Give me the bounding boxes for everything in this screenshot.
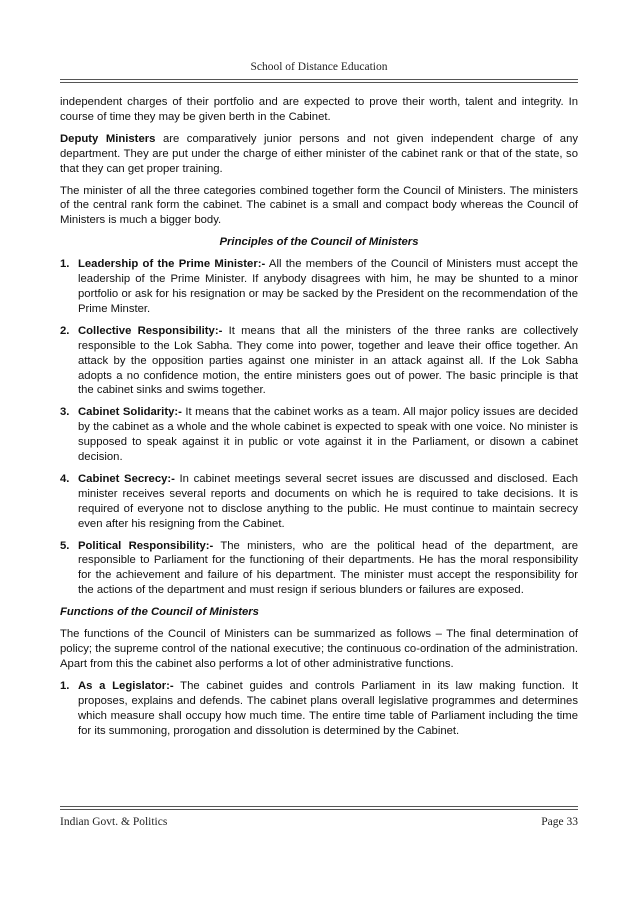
item-number: 5. — [60, 539, 70, 552]
footer-rule — [60, 806, 578, 807]
item-text: It means that all the ministers of the three ranks are collectively responsible to the Lok Sabha. They come into power, together and leave their office together. An attack by the opposition parties against one minister in an attack against all. If the Lok Sabha adopts a no confidence motion, the entire ministers goes out of power. The basic principle is that the cabinet sinks and swims together. — [78, 324, 578, 397]
footer-course-title: Indian Govt. & Politics — [60, 816, 168, 828]
deputy-ministers-paragraph — [60, 132, 578, 177]
footer-rule-double — [60, 809, 578, 810]
item-number: 1. — [60, 679, 70, 692]
principle-item — [60, 405, 578, 465]
intro-paragraph-1: independent charges of their portfolio and are expected to prove their worth, talent and integrity. In course of time they may be given berth in the Cabinet. — [60, 96, 578, 123]
principle-item — [60, 257, 578, 317]
principle-item — [60, 472, 578, 532]
principle-item — [60, 539, 578, 599]
item-title: Cabinet Solidarity:- — [78, 406, 182, 419]
item-title: Political Responsibility:- — [78, 539, 214, 552]
item-text: All the members of the Council of Ministers must accept the leadership of the Prime Minister. If anybody disagrees with him, he may be shunted to a minor portfolio or ask for his resignation or may be sacked by the President on the recommendation of the Prime Minster. — [78, 258, 579, 315]
item-text: The ministers, who are the political head of the department, are responsible to Parliament for the functioning of their departments. He has the moral responsibility for the achievement and failure of his department. The minister must accept the responsibility for the actions of the department and must resign if serious blunders or failures are exposed. — [78, 539, 578, 597]
functions-heading: Functions of the Council of Ministers — [60, 606, 259, 619]
item-title: Collective Responsibility:- — [78, 324, 223, 337]
principles-heading: Principles of the Council of Ministers — [219, 236, 419, 249]
running-footer — [60, 816, 578, 828]
item-number: 1. — [60, 258, 70, 271]
item-title: Cabinet Secrecy:- — [78, 472, 175, 485]
item-number: 3. — [60, 406, 70, 419]
principle-item — [60, 324, 578, 399]
functions-paragraph: The functions of the Council of Ministers can be summarized as follows – The final determination of policy; the supreme control of the national executive; the continuous co-ordination of the administration. Apart from this the cabinet also performs a lot of other administrative functions. — [60, 628, 578, 670]
item-text: In cabinet meetings several secret issues are discussed and disclosed. Each minister receives several reports and documents on which he is required to take decisions. It is required of everyone not to disclose anything to the public. He must continue to maintain secrecy even after his resigning from the Cabinet. — [78, 472, 579, 530]
running-header: School of Distance Education — [250, 61, 388, 73]
deputy-ministers-term: Deputy Ministers — [60, 132, 156, 145]
deputy-ministers-text: are comparatively junior persons and not given independent charge of any department. They are put under the charge of either minister of the cabinet rank or that of the state, so that they can get proper training. — [60, 132, 578, 175]
page-number: Page 33 — [541, 816, 578, 828]
item-title: Leadership of the Prime Minister:- — [78, 258, 266, 271]
header-rule-double — [60, 82, 578, 83]
item-number: 4. — [60, 472, 70, 485]
council-composition-paragraph: The minister of all the three categories combined together form the Council of Ministers. The ministers of the central rank form the cabinet. The cabinet is a small and compact body whereas the Council of Ministers is much a bigger body. — [60, 184, 578, 227]
item-title: As a Legislator:- — [78, 679, 174, 692]
item-text: The cabinet guides and controls Parliament in its law making function. It proposes, explains and defends. The cabinet plans overall legislative programmes and determines which measure shall occupy how much time. The entire time table of Parliament including the time for its summoning, prorogation and dissolution is determined by the Cabinet. — [78, 679, 578, 737]
header-rule — [60, 79, 578, 80]
page-body — [60, 95, 578, 745]
function-item — [60, 679, 578, 739]
item-text: It means that the cabinet works as a team. All major policy issues are decided by the cabinet as a whole and the whole cabinet is expected to speak with one voice. No minister is supposed to speak against it in public or vote against it in the Parliament, or disown a cabinet decision. — [78, 406, 578, 464]
item-number: 2. — [60, 324, 70, 337]
